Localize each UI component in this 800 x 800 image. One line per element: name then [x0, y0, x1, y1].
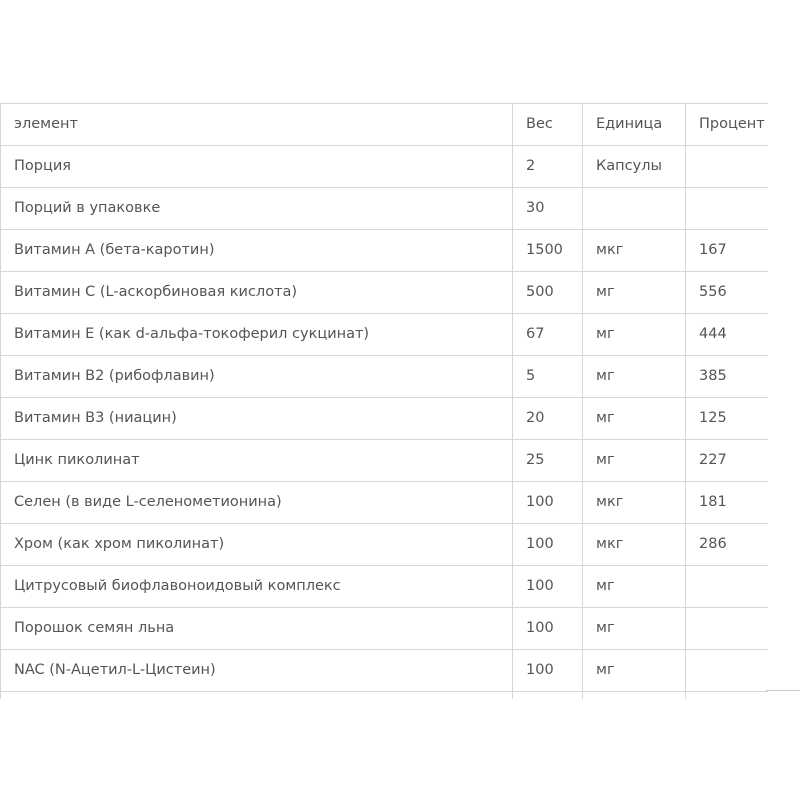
table-row	[1, 524, 769, 566]
cell-element: NAC (N-Ацетил-L-Цистеин)	[1, 650, 513, 692]
header-cell-element: элемент	[1, 104, 513, 146]
table-row	[1, 566, 769, 608]
cell-element: Цитрусовый биофлавоноидовый комплекс	[1, 566, 513, 608]
table-row	[1, 146, 769, 188]
cell-element: Витамин Е (как d-альфа-токоферил сукцинат)	[1, 314, 513, 356]
header-cell-weight: Вес	[513, 104, 583, 146]
header-cell-unit: Единица	[583, 104, 686, 146]
nutrition-table	[0, 103, 768, 699]
cell-unit	[583, 692, 686, 700]
cell-unit: мг	[583, 650, 686, 692]
cell-percent	[686, 146, 769, 188]
cell-unit: мг	[583, 440, 686, 482]
cell-weight: 5	[513, 356, 583, 398]
cell-element: Витамин В3 (ниацин)	[1, 398, 513, 440]
cell-element	[1, 692, 513, 700]
cell-element: Порошок семян льна	[1, 608, 513, 650]
cell-unit: мкг	[583, 482, 686, 524]
cell-weight: 2	[513, 146, 583, 188]
cell-weight: 100	[513, 482, 583, 524]
cell-weight: 20	[513, 398, 583, 440]
cell-unit: мг	[583, 272, 686, 314]
cell-element: Витамин С (L-аскорбиновая кислота)	[1, 272, 513, 314]
cell-percent: 286	[686, 524, 769, 566]
cell-weight: 100	[513, 524, 583, 566]
cell-percent: 444	[686, 314, 769, 356]
cell-percent: 181	[686, 482, 769, 524]
cell-weight: 30	[513, 188, 583, 230]
cell-percent: 556	[686, 272, 769, 314]
table-row	[1, 398, 769, 440]
cell-weight: 100	[513, 650, 583, 692]
table-row	[1, 608, 769, 650]
table-row	[1, 692, 769, 700]
nutrition-table-container	[0, 103, 768, 699]
cell-weight: 25	[513, 440, 583, 482]
cell-unit: мкг	[583, 524, 686, 566]
header-cell-percent: Процент	[686, 104, 769, 146]
table-row	[1, 230, 769, 272]
cell-unit: мкг	[583, 230, 686, 272]
cell-unit: Капсулы	[583, 146, 686, 188]
table-row	[1, 440, 769, 482]
cell-element: Порций в упаковке	[1, 188, 513, 230]
cell-percent	[686, 650, 769, 692]
table-row	[1, 356, 769, 398]
cell-unit	[583, 188, 686, 230]
cell-unit: мг	[583, 356, 686, 398]
cell-element: Витамин А (бета-каротин)	[1, 230, 513, 272]
cell-weight	[513, 692, 583, 700]
cell-percent: 227	[686, 440, 769, 482]
cell-weight: 500	[513, 272, 583, 314]
cell-weight: 1500	[513, 230, 583, 272]
cell-weight: 67	[513, 314, 583, 356]
divider-line	[766, 690, 800, 691]
table-row	[1, 482, 769, 524]
cell-percent	[686, 566, 769, 608]
cell-percent: 167	[686, 230, 769, 272]
cell-unit: мг	[583, 608, 686, 650]
cell-percent	[686, 608, 769, 650]
cell-percent: 125	[686, 398, 769, 440]
table-row	[1, 188, 769, 230]
cell-element: Селен (в виде L-селенометионина)	[1, 482, 513, 524]
cell-element: Витамин В2 (рибофлавин)	[1, 356, 513, 398]
cell-percent: 385	[686, 356, 769, 398]
cell-percent	[686, 188, 769, 230]
cell-unit: мг	[583, 398, 686, 440]
cell-unit: мг	[583, 314, 686, 356]
cell-unit: мг	[583, 566, 686, 608]
cell-weight: 100	[513, 566, 583, 608]
cell-element: Хром (как хром пиколинат)	[1, 524, 513, 566]
cell-element: Порция	[1, 146, 513, 188]
table-row	[1, 272, 769, 314]
cell-percent	[686, 692, 769, 700]
table-header-row	[1, 104, 769, 146]
table-row	[1, 650, 769, 692]
cell-weight: 100	[513, 608, 583, 650]
table-body	[1, 104, 769, 700]
table-row	[1, 314, 769, 356]
cell-element: Цинк пиколинат	[1, 440, 513, 482]
